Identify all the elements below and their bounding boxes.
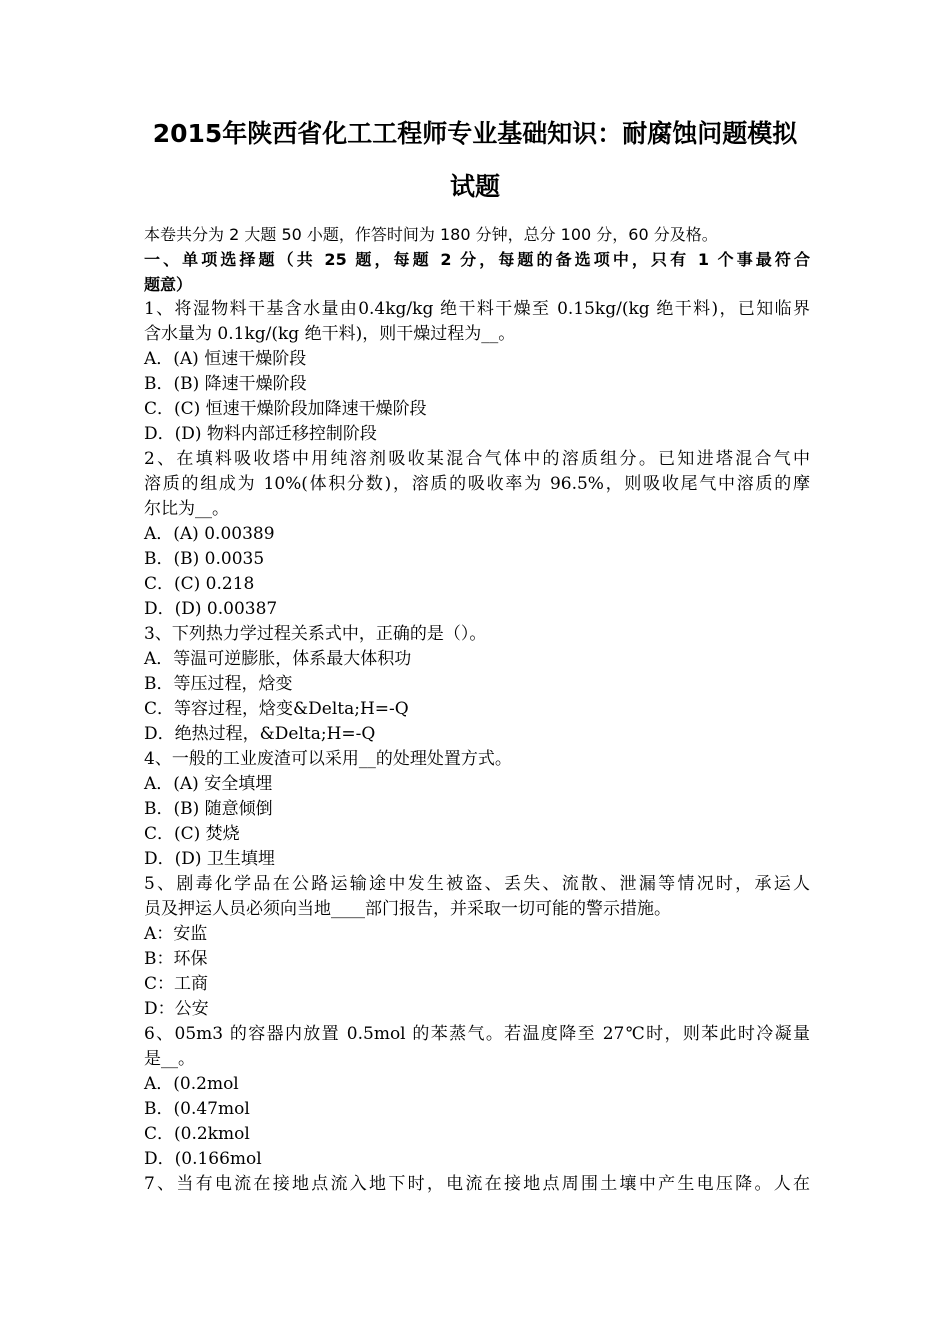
question-5 (144, 872, 810, 1022)
answer-option: B．(B) 随意倾倒 (144, 799, 273, 819)
answer-option: D．(0.166mol (144, 1149, 262, 1169)
question-stem-line: 尔比为__。 (144, 499, 229, 519)
answer-option: B．等压过程，焓变 (144, 674, 293, 694)
document-body (144, 222, 810, 1197)
question-stem-line: 员及押运人员必须向当地____部门报告，并采取一切可能的警示措施。 (144, 899, 671, 919)
question-3 (144, 622, 810, 747)
question-list (144, 297, 810, 1197)
answer-option: C．(C) 恒速干燥阶段加降速干燥阶段 (144, 399, 427, 419)
answer-option: C．(C) 0.218 (144, 574, 255, 594)
question-6 (144, 1022, 810, 1172)
document-title-line-2: 试题 (449, 172, 500, 201)
document-title-line-1: 2015年陕西省化工工程师专业基础知识：耐腐蚀问题模拟 (152, 119, 798, 148)
answer-option: A：安监 (144, 924, 208, 944)
answer-option: C．等容过程，焓变&Delta;H=-Q (144, 699, 409, 719)
question-stem-line: 是__。 (144, 1049, 195, 1069)
section-heading-line-2: 题意） (144, 275, 193, 294)
answer-option: D．(D) 0.00387 (144, 599, 278, 619)
answer-option: D．绝热过程，&Delta;H=-Q (144, 724, 376, 744)
answer-option: C：工商 (144, 974, 209, 994)
answer-option: D．(D) 卫生填埋 (144, 849, 275, 869)
question-stem-line: 7、当有电流在接地点流入地下时，电流在接地点周围土壤中产生电压降。人在 (144, 1174, 810, 1194)
answer-option: A．(0.2mol (144, 1074, 239, 1094)
section-heading-line-1: 一、单项选择题（共 25 题，每题 2 分，每题的备选项中，只有 1 个事最符合 (144, 250, 810, 269)
answer-option: B：环保 (144, 949, 208, 969)
question-stem-line: 2、在填料吸收塔中用纯溶剂吸收某混合气体中的溶质组分。已知进塔混合气中 (144, 449, 810, 469)
question-2 (144, 447, 810, 622)
question-stem-line: 含水量为 0.1kg/(kg 绝干料)，则干燥过程为__。 (144, 324, 516, 344)
question-stem-line: 4、一般的工业废渣可以采用__的处理处置方式。 (144, 749, 512, 769)
question-4 (144, 747, 810, 872)
question-stem-line: 溶质的组成为 10%(体积分数)，溶质的吸收率为 96.5%，则吸收尾气中溶质的摩 (144, 474, 810, 494)
answer-option: A．等温可逆膨胀，体系最大体积功 (144, 649, 412, 669)
question-stem-line: 5、剧毒化学品在公路运输途中发生被盗、丢失、流散、泄漏等情况时，承运人 (144, 874, 810, 894)
answer-option: B．(B) 降速干燥阶段 (144, 374, 307, 394)
answer-option: D．(D) 物料内部迁移控制阶段 (144, 424, 377, 444)
answer-option: D：公安 (144, 999, 209, 1019)
question-stem-line: 6、05m3 的容器内放置 0.5mol 的苯蒸气。若温度降至 27℃时，则苯此时冷凝量 (144, 1024, 810, 1044)
answer-option: C．(0.2kmol (144, 1124, 250, 1144)
question-7 (144, 1172, 810, 1197)
exam-intro: 本卷共分为 2 大题 50 小题，作答时间为 180 分钟，总分 100 分，60 分及格。 (144, 225, 718, 244)
answer-option: B．(B) 0.0035 (144, 549, 265, 569)
question-1 (144, 297, 810, 447)
answer-option: A．(A) 安全填埋 (144, 774, 273, 794)
answer-option: C．(C) 焚烧 (144, 824, 240, 844)
answer-option: A．(A) 恒速干燥阶段 (144, 349, 307, 369)
answer-option: B．(0.47mol (144, 1099, 250, 1119)
question-stem-line: 3、下列热力学过程关系式中，正确的是（）。 (144, 624, 487, 644)
question-stem-line: 1、将湿物料干基含水量由0.4kg/kg 绝干料干燥至 0.15kg/(kg 绝干料)，已知临界 (144, 299, 810, 319)
answer-option: A．(A) 0.00389 (144, 524, 275, 544)
